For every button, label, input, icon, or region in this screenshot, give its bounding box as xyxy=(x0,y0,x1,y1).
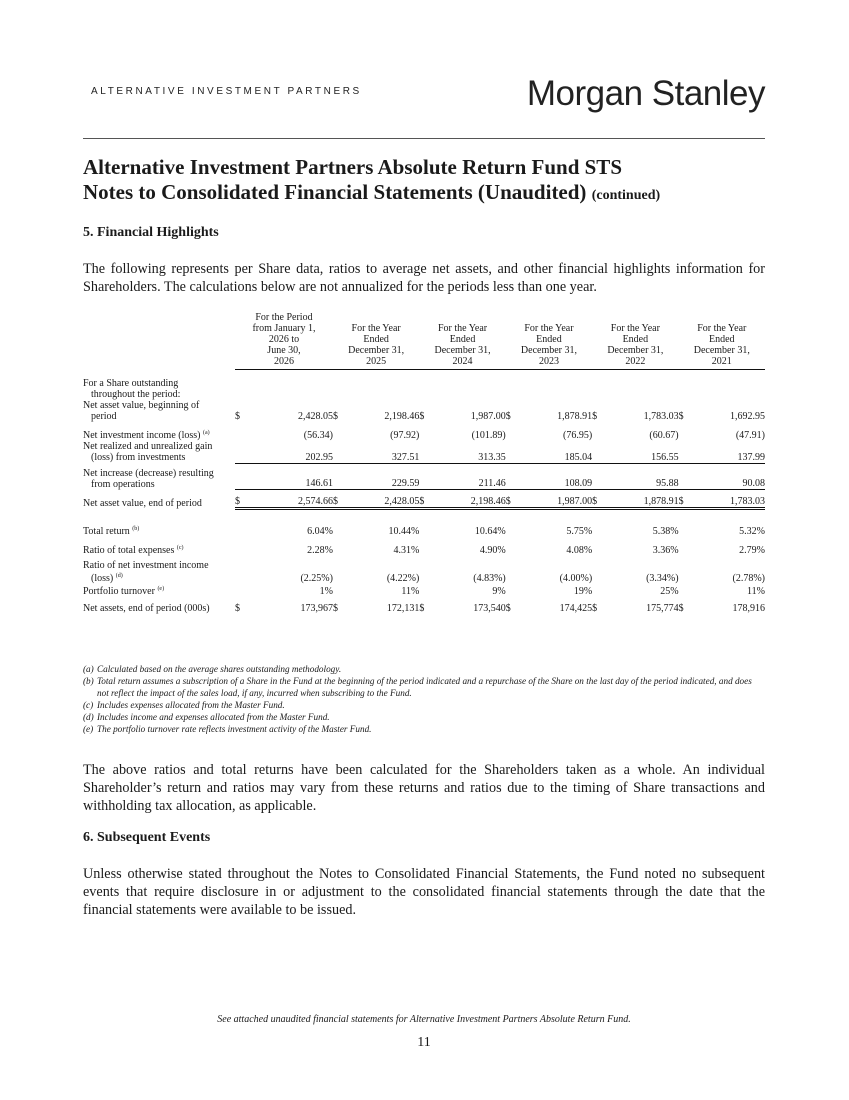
page-header xyxy=(83,74,765,139)
ops-row-value-4: 95.88 xyxy=(602,468,678,490)
nii-ratio-row-value-3: (4.00%) xyxy=(559,573,593,584)
realized-row-dollar xyxy=(419,441,429,463)
realized-row-dollar xyxy=(333,441,343,463)
footnote-key: (d) xyxy=(83,712,94,722)
nii-ratio-row-dollar xyxy=(506,560,516,584)
nav-end-row-dollar: $ xyxy=(419,494,429,509)
nii-ratio-row-value-4: (3.34%) xyxy=(646,573,679,584)
realized-row-value-0: 202.95 xyxy=(245,441,333,463)
section-6-text: Unless otherwise stated throughout the Notes to Consolidated Financial Statements, the Fund noted no subsequent events that require disclosure in or adjustment to the consolidated financial statements through the date that the financial statements were available to be issued. xyxy=(83,866,765,918)
footnote-key: (a) xyxy=(83,664,94,674)
turnover-row xyxy=(83,584,765,597)
total-expenses-row-value-2: 4.90% xyxy=(479,545,506,556)
turnover-row-value-2: 9% xyxy=(492,586,506,597)
brand-text: ALTERNATIVE INVESTMENT PARTNERS xyxy=(91,86,362,97)
nii-row-value-0: (56.34) xyxy=(303,430,333,441)
nav-begin-row-dollar: $ xyxy=(332,411,338,422)
realized-row-dollar xyxy=(679,441,689,463)
turnover-row-value-1: 11% xyxy=(401,586,420,597)
total-return-row-dollar xyxy=(235,524,245,537)
footnote-2 xyxy=(83,699,765,711)
turnover-row-value-4: 25% xyxy=(660,586,679,597)
column-header-line: 2022 xyxy=(625,356,646,367)
net-assets-row-value-2: 173,540 xyxy=(473,603,506,614)
net-assets-row-value-4: 175,774 xyxy=(646,603,679,614)
ops-row-value-5: 90.08 xyxy=(689,468,765,490)
total-return-row-dollar xyxy=(333,524,343,537)
realized-row-label xyxy=(83,441,235,463)
net-assets-row-dollar: $ xyxy=(419,603,425,614)
nii-row-dollar xyxy=(592,428,602,441)
row-label-line: (loss) $^{(d)}$ xyxy=(91,573,123,584)
row-label-line: Net investment income (loss) $^{(a)}$ xyxy=(83,430,210,441)
nii-ratio-row-dollar xyxy=(333,560,343,584)
realized-row-value-4: 156.55 xyxy=(602,441,678,463)
nav-end-row-value-3: 1,987.00 xyxy=(516,494,592,509)
ops-row-value-1: 229.59 xyxy=(343,468,419,490)
nii-row-dollar xyxy=(506,428,516,441)
title-line-2-text: Notes to Consolidated Financial Statements (Unaudited) xyxy=(83,180,587,204)
spacer-row xyxy=(83,370,765,379)
nii-ratio-row-value-0: (2.25%) xyxy=(300,573,333,584)
nav-end-row-dollar: $ xyxy=(592,494,602,509)
nav-end-row-dollar: $ xyxy=(506,494,516,509)
total-expenses-row-dollar xyxy=(235,543,245,556)
footnote-key: (b) xyxy=(83,676,94,686)
nii-row-value-2: (101.89) xyxy=(471,430,506,441)
spacer-row xyxy=(83,509,765,525)
nav-end-row-dollar: $ xyxy=(333,494,343,509)
column-header-line: December 31, xyxy=(348,345,405,356)
column-header-0 xyxy=(235,312,333,370)
morgan-stanley-logo: Morgan Stanley xyxy=(526,74,765,113)
page xyxy=(83,0,765,1100)
title-continued: (continued) xyxy=(591,188,661,203)
row-label-line: Total return $^{(b)}$ xyxy=(83,526,140,537)
column-header-line: 2023 xyxy=(538,356,559,367)
row-label-line: Net realized and unrealized gain xyxy=(83,441,213,452)
nii-row-dollar xyxy=(419,428,429,441)
share-outstanding-label xyxy=(83,378,765,400)
realized-row-dollar xyxy=(592,441,602,463)
total-expenses-row xyxy=(83,543,765,556)
column-header-line: Ended xyxy=(709,334,735,345)
footnote-1 xyxy=(83,675,765,699)
footnote-text: Includes income and expenses allocated from the Master Fund. xyxy=(97,712,330,722)
row-label-line: Net assets, end of period (000s) xyxy=(83,603,210,614)
footer-note: See attached unaudited financial statements for Alternative Investment Partners Absolute Return Fund. xyxy=(217,1014,631,1025)
nii-ratio-row-dollar xyxy=(419,560,429,584)
footnote-key: (c) xyxy=(83,700,94,710)
nav-begin-row-value-1: 2,198.46 xyxy=(384,411,420,422)
realized-row-value-1: 327.51 xyxy=(343,441,419,463)
row-label-line: Net increase (decrease) resulting xyxy=(83,467,214,479)
column-header-line: 2026 to xyxy=(268,334,300,345)
ops-row-value-0: 146.61 xyxy=(245,468,333,490)
turnover-row-value-5: 11% xyxy=(747,586,765,597)
column-header-line: For the Year xyxy=(524,323,574,334)
row-label-line: (loss) from investments xyxy=(91,452,186,463)
total-return-row-dollar xyxy=(592,524,602,537)
nav-end-row-dollar: $ xyxy=(235,494,245,509)
nav-end-row-value-2: 2,198.46 xyxy=(429,494,505,509)
nav-begin-row-label xyxy=(83,400,235,422)
column-header-line: For the Year xyxy=(351,323,401,334)
nav-begin-row-value-5: 1,692.95 xyxy=(730,411,765,422)
ratios-paragraph: The above ratios and total returns have been calculated for the Shareholders taken as a whole. An individual Shareholder’s return and ratios may vary from these returns and ratios due to the timing of Share transactions and withholding tax allocation, as applicable. xyxy=(83,762,765,814)
column-header-line: 2024 xyxy=(452,356,473,367)
total-return-row xyxy=(83,524,765,537)
nii-ratio-row-dollar xyxy=(679,560,689,584)
row-label-line: throughout the period: xyxy=(91,389,181,400)
nii-row-dollar xyxy=(333,428,343,441)
column-header-line: For the Year xyxy=(697,323,747,334)
realized-row-dollar xyxy=(506,441,516,463)
footnote-key: (e) xyxy=(83,724,94,734)
footnote-text: Total return assumes a subscription of a Share in the Fund at the beginning of the period indicated and a repurchase of the Share on the last day of the period indicated, and does not reflect the impact of the sales load, if any, incurred when subscribing to the Fund. xyxy=(97,676,752,698)
ops-row-dollar xyxy=(235,468,245,490)
spacer-cell xyxy=(83,370,765,379)
total-return-row-value-4: 5.38% xyxy=(652,526,679,537)
row-label-line: Ratio of net investment income xyxy=(83,560,209,571)
column-header-5 xyxy=(679,312,765,370)
net-assets-row-value-1: 172,131 xyxy=(386,603,420,614)
net-assets-row-dollar: $ xyxy=(235,603,240,614)
ops-row-dollar xyxy=(333,468,343,490)
net-assets-row xyxy=(83,601,765,614)
column-header-line: June 30, xyxy=(267,345,301,356)
nii-ratio-row-value-5: (2.78%) xyxy=(732,573,765,584)
nii-row-value-4: (60.67) xyxy=(649,430,679,441)
nii-ratio-row-value-1: (4.22%) xyxy=(386,573,420,584)
total-expenses-row-dollar xyxy=(679,543,689,556)
column-header-2 xyxy=(419,312,505,370)
total-return-row-value-3: 5.75% xyxy=(566,526,593,537)
footnote-4 xyxy=(83,723,765,735)
total-expenses-row-dollar xyxy=(419,543,429,556)
column-header-line: December 31, xyxy=(693,345,750,356)
realized-row-value-2: 313.35 xyxy=(429,441,505,463)
row-label-line: For a Share outstanding xyxy=(83,378,179,389)
total-expenses-row-value-1: 4.31% xyxy=(393,545,420,556)
title-line-2 xyxy=(83,180,660,208)
column-header-4 xyxy=(592,312,678,370)
total-expenses-row-value-3: 4.08% xyxy=(566,545,593,556)
net-assets-row-value-3: 174,425 xyxy=(559,603,593,614)
financial-highlights-table xyxy=(83,312,765,614)
total-return-row-value-2: 10.64% xyxy=(474,526,506,537)
turnover-row-dollar xyxy=(235,584,245,597)
spacer-cell xyxy=(83,509,765,525)
nav-begin-row-dollar: $ xyxy=(235,411,240,422)
realized-row-value-5: 137.99 xyxy=(689,441,765,463)
turnover-row-dollar xyxy=(506,584,516,597)
nav-end-row-label xyxy=(83,494,235,509)
document-title xyxy=(83,155,660,208)
net-assets-row-dollar: $ xyxy=(505,603,511,614)
turnover-row-dollar xyxy=(419,584,429,597)
nii-row-dollar xyxy=(679,428,689,441)
total-return-row-dollar xyxy=(679,524,689,537)
total-return-row-value-1: 10.44% xyxy=(388,526,420,537)
column-header-line: 2021 xyxy=(711,356,732,367)
nii-ratio-row-dollar xyxy=(235,560,245,584)
net-assets-row-dollar: $ xyxy=(332,603,338,614)
net-assets-row-label xyxy=(83,601,235,614)
turnover-row-label xyxy=(83,584,235,597)
ops-row-value-2: 211.46 xyxy=(429,468,505,490)
table-header-row xyxy=(83,312,765,370)
footnote-0 xyxy=(83,663,765,675)
row-label-line: period xyxy=(91,411,117,422)
column-header-line: December 31, xyxy=(434,345,491,356)
nii-ratio-row-label xyxy=(83,560,235,584)
column-header-line: 2025 xyxy=(366,356,387,367)
column-header-line: 2026 xyxy=(273,356,294,367)
total-return-row-value-0: 6.04% xyxy=(307,526,333,537)
row-label-line: Ratio of total expenses $^{(c)}$ xyxy=(83,545,184,556)
turnover-row-value-0: 1% xyxy=(319,586,333,597)
ops-row-dollar xyxy=(506,468,516,490)
nii-row-value-1: (97.92) xyxy=(390,430,420,441)
ops-row xyxy=(83,468,765,490)
total-return-row-label xyxy=(83,524,235,537)
realized-row-value-3: 185.04 xyxy=(516,441,592,463)
footnote-3 xyxy=(83,711,765,723)
total-expenses-row-dollar xyxy=(506,543,516,556)
nav-end-row-dollar: $ xyxy=(679,494,689,509)
nav-end-row xyxy=(83,494,765,509)
nav-begin-row-value-3: 1,878.91 xyxy=(557,411,593,422)
column-header-3 xyxy=(506,312,592,370)
total-expenses-row-dollar xyxy=(592,543,602,556)
nii-row-value-3: (76.95) xyxy=(562,430,593,441)
column-header-line: Ended xyxy=(622,334,649,345)
nii-ratio-row-dollar xyxy=(592,560,602,584)
row-label-line: from operations xyxy=(91,478,155,490)
nii-row xyxy=(83,428,765,441)
nav-end-row-value-5: 1,783.03 xyxy=(689,494,765,509)
page-number: 11 xyxy=(417,1035,431,1050)
column-header-line: Ended xyxy=(449,334,476,345)
total-expenses-row-dollar xyxy=(333,543,343,556)
nav-end-row-value-0: 2,574.66 xyxy=(245,494,333,509)
turnover-row-dollar xyxy=(592,584,602,597)
net-assets-row-value-0: 173,967 xyxy=(300,603,333,614)
nii-row-value-5: (47.91) xyxy=(735,430,765,441)
total-expenses-row-value-5: 2.79% xyxy=(739,545,765,556)
nav-begin-row xyxy=(83,400,765,422)
table-footnotes xyxy=(83,663,765,735)
total-expenses-row-value-4: 3.36% xyxy=(652,545,679,556)
column-header-line: Ended xyxy=(536,334,562,345)
total-return-row-dollar xyxy=(506,524,516,537)
section-5-intro: The following represents per Share data, ratios to average net assets, and other financial highlights information for Shareholders. The calculations below are not annualized for the periods less than one year. xyxy=(83,261,765,295)
nav-end-row-value-4: 1,878.91 xyxy=(602,494,678,509)
row-label-line: Net asset value, beginning of xyxy=(83,400,200,411)
realized-row-dollar xyxy=(235,441,245,463)
nav-begin-row-value-4: 1,783.03 xyxy=(643,411,679,422)
column-header-line: from January 1, xyxy=(252,323,316,334)
nii-ratio-row xyxy=(83,560,765,584)
share-outstanding-row xyxy=(83,378,765,400)
ops-row-dollar xyxy=(679,468,689,490)
nav-begin-row-dollar: $ xyxy=(678,411,684,422)
nav-begin-row-dollar: $ xyxy=(419,411,425,422)
ops-row-value-3: 108.09 xyxy=(516,468,592,490)
column-header-line: December 31, xyxy=(607,345,664,356)
footnote-text: The portfolio turnover rate reflects investment activity of the Master Fund. xyxy=(97,724,372,734)
turnover-row-dollar xyxy=(679,584,689,597)
nav-begin-row-value-2: 1,987.00 xyxy=(470,411,506,422)
total-expenses-row-value-0: 2.28% xyxy=(307,545,333,556)
net-assets-row-dollar: $ xyxy=(592,603,598,614)
section-6-heading: 6. Subsequent Events xyxy=(83,830,211,845)
column-header-line: Ended xyxy=(363,334,389,345)
column-header-line: For the Year xyxy=(610,323,660,334)
ops-row-label xyxy=(83,468,235,490)
nii-row-label xyxy=(83,428,235,441)
realized-row xyxy=(83,441,765,463)
total-return-row-dollar xyxy=(419,524,429,537)
total-expenses-row-label xyxy=(83,543,235,556)
ops-row-dollar xyxy=(592,468,602,490)
ops-row-dollar xyxy=(419,468,429,490)
footnote-text: Calculated based on the average shares outstanding methodology. xyxy=(97,664,342,674)
footnote-text: Includes expenses allocated from the Master Fund. xyxy=(97,700,285,710)
nav-end-row-value-1: 2,428.05 xyxy=(343,494,419,509)
column-header-line: For the Year xyxy=(437,323,488,334)
net-assets-row-value-5: 178,916 xyxy=(732,603,765,614)
nav-begin-row-dollar: $ xyxy=(592,411,598,422)
column-header-line: December 31, xyxy=(520,345,577,356)
nav-begin-row-dollar: $ xyxy=(505,411,511,422)
nav-begin-row-value-0: 2,428.05 xyxy=(297,411,333,422)
row-label-line: Portfolio turnover $^{(e)}$ xyxy=(83,586,165,597)
nii-row-dollar xyxy=(235,428,245,441)
total-return-row-value-5: 5.32% xyxy=(739,526,765,537)
section-5-heading: 5. Financial Highlights xyxy=(83,225,219,240)
column-header-1 xyxy=(333,312,419,370)
column-header-line: For the Period xyxy=(255,312,313,323)
turnover-row-value-3: 19% xyxy=(573,586,593,597)
row-label-line: Net asset value, end of period xyxy=(83,497,202,509)
turnover-row-dollar xyxy=(333,584,343,597)
title-line-1: Alternative Investment Partners Absolute Return Fund STS xyxy=(83,155,622,179)
nii-ratio-row-value-2: (4.83%) xyxy=(473,573,506,584)
net-assets-row-dollar: $ xyxy=(678,603,684,614)
header-spacer xyxy=(83,312,235,370)
